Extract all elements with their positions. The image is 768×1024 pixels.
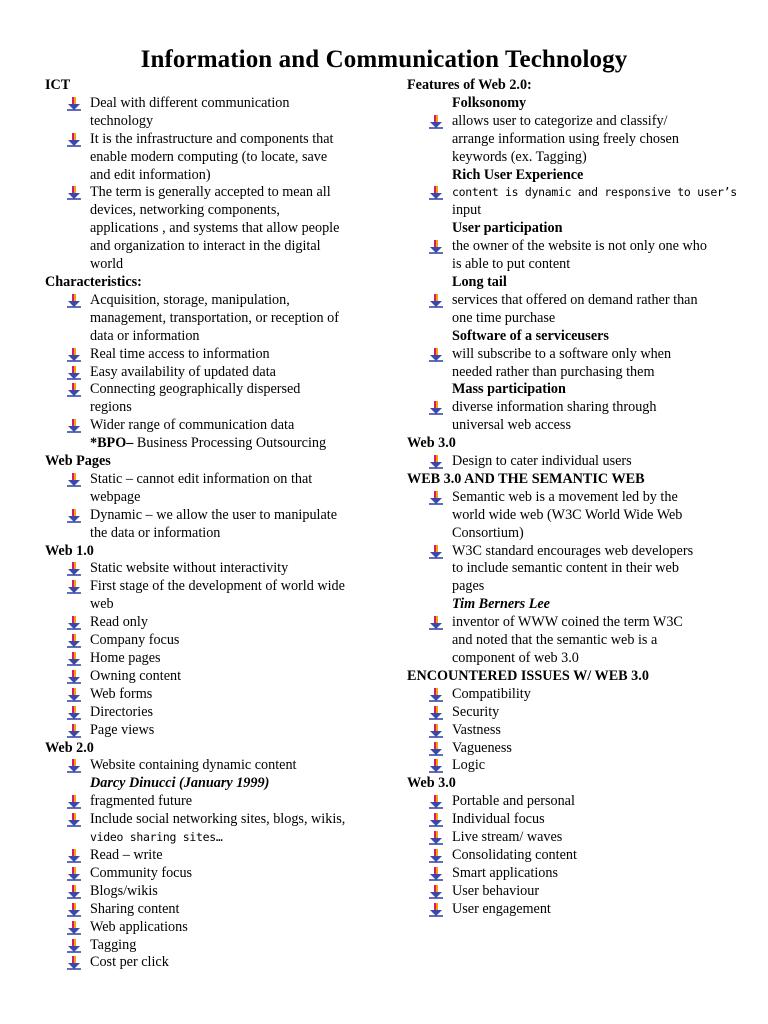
bullet-list: [407, 489, 737, 596]
list-item: [45, 686, 375, 704]
note: [45, 435, 375, 453]
list-item-text: Semantic web is a movement led by the: [452, 488, 678, 505]
list-item-text: technology: [90, 112, 154, 129]
list-item-text: Directories: [90, 703, 154, 720]
arrow-down-bullet-icon: [429, 813, 443, 827]
bullet-list: [407, 399, 737, 435]
list-item: [45, 722, 375, 740]
list-item: [407, 184, 737, 220]
list-item: [407, 722, 737, 740]
list-item-text: world: [90, 256, 124, 273]
list-item-text: devices, networking components,: [90, 202, 280, 219]
list-item: [407, 865, 737, 883]
list-item-text: Design to cater individual users: [452, 453, 632, 470]
feature-name: User participation: [452, 220, 563, 237]
list-item-text: Easy availability of updated data: [90, 363, 276, 380]
bullet-list: [45, 292, 375, 435]
arrow-down-bullet-icon: [67, 419, 81, 433]
bullet-list: [407, 238, 737, 274]
arrow-down-bullet-icon: [67, 186, 81, 200]
list-item-text: Static website without interactivity: [90, 560, 289, 577]
list-item-text: data or information: [90, 327, 200, 344]
section-heading: Characteristics:: [45, 273, 142, 290]
list-item: [45, 954, 375, 972]
list-item: [45, 865, 375, 883]
list-item: [45, 919, 375, 937]
list-item-text: webpage: [90, 488, 141, 505]
list-item-text: Consortium): [452, 524, 524, 541]
feature-text: will subscribe to a software only when: [452, 345, 672, 362]
list-item: [45, 847, 375, 865]
bullet-list: [407, 113, 737, 167]
arrow-down-bullet-icon: [429, 545, 443, 559]
list-item: [45, 704, 375, 722]
arrow-down-bullet-icon: [67, 652, 81, 666]
list-item: [45, 292, 375, 346]
list-item-text: Read – write: [90, 846, 163, 863]
feature-text: arrange information using freely chosen: [452, 130, 679, 147]
list-item-text: and noted that the semantic web is a: [452, 632, 658, 649]
list-item-text: Wider range of communication data: [90, 417, 295, 434]
feature-text: the owner of the website is not only one who: [452, 238, 707, 255]
arrow-down-bullet-icon: [67, 580, 81, 594]
list-item-text: Acquisition, storage, manipulation,: [90, 291, 290, 308]
list-item-text: Vastness: [452, 721, 501, 738]
list-item: [407, 399, 737, 435]
arrow-down-bullet-icon: [429, 742, 443, 756]
section-heading: Web Pages: [45, 453, 111, 470]
arrow-down-bullet-icon: [67, 294, 81, 308]
arrow-down-bullet-icon: [429, 759, 443, 773]
list-item-text: enable modern computing (to locate, save: [90, 148, 328, 165]
arrow-down-bullet-icon: [67, 670, 81, 684]
list-item-text: User engagement: [452, 900, 551, 917]
list-item: [45, 937, 375, 955]
list-item-text: and edit information): [90, 166, 211, 183]
list-item: [407, 614, 737, 668]
list-item: [407, 757, 737, 775]
list-item-text: First stage of the development of world wide: [90, 578, 345, 595]
list-item-text: Read only: [90, 614, 148, 631]
list-item: [407, 292, 737, 328]
arrow-down-bullet-icon: [67, 133, 81, 147]
bullet-list: [45, 560, 375, 739]
list-item-text: video sharing sites…: [90, 830, 223, 845]
feature-text: one time purchase: [452, 309, 556, 326]
feature-text: needed rather than purchasing them: [452, 363, 655, 380]
bullet-list: [407, 184, 737, 220]
list-item: [45, 560, 375, 578]
arrow-down-bullet-icon: [429, 240, 443, 254]
list-item-text: regions: [90, 399, 132, 416]
list-item-text: Dynamic – we allow the user to manipulate: [90, 506, 338, 523]
note-text: Business Processing Outsourcing: [133, 435, 327, 452]
page-title: Information and Communication Technology: [140, 46, 628, 73]
list-item-text: inventor of WWW coined the term W3C: [452, 614, 683, 631]
section-heading: Features of Web 2.0:: [407, 77, 532, 93]
list-item: [45, 95, 375, 131]
arrow-down-bullet-icon: [429, 831, 443, 845]
list-item-text: Vagueness: [452, 739, 512, 756]
list-item-text: Security: [452, 703, 500, 720]
list-item-text: Live stream/ waves: [452, 829, 563, 846]
arrow-down-bullet-icon: [429, 867, 443, 881]
arrow-down-bullet-icon: [429, 885, 443, 899]
list-item-text: Deal with different communication: [90, 94, 290, 111]
arrow-down-bullet-icon: [67, 473, 81, 487]
subheading: Tim Berners Lee: [452, 596, 550, 613]
feature-text: allows user to categorize and classify/: [452, 112, 668, 129]
bullet-list: [407, 292, 737, 328]
list-item: [45, 417, 375, 435]
feature-name: Rich User Experience: [452, 166, 584, 183]
feature-name: Mass participation: [452, 381, 566, 398]
list-item: [45, 184, 375, 274]
arrow-down-bullet-icon: [67, 885, 81, 899]
list-item: [45, 578, 375, 614]
list-item: [45, 793, 375, 811]
list-item: [45, 901, 375, 919]
feature-text: keywords (ex. Tagging): [452, 148, 587, 165]
arrow-down-bullet-icon: [67, 688, 81, 702]
list-item-text: Portable and personal: [452, 793, 575, 810]
list-item-text: management, transportation, or reception of: [90, 309, 339, 326]
bullet-list: [407, 793, 737, 918]
list-item-text: Community focus: [90, 864, 193, 881]
arrow-down-bullet-icon: [67, 956, 81, 970]
list-item-text: to include semantic content in their web: [452, 560, 679, 577]
list-item-text: web: [90, 596, 114, 613]
list-item: [407, 740, 737, 758]
arrow-down-bullet-icon: [67, 509, 81, 523]
list-item-text: Web forms: [90, 685, 153, 702]
feature-name: Software of a serviceusers: [452, 327, 609, 344]
arrow-down-bullet-icon: [67, 867, 81, 881]
arrow-down-bullet-icon: [429, 115, 443, 129]
feature-text: content is dynamic and responsive to user’s: [452, 185, 737, 200]
arrow-down-bullet-icon: [429, 849, 443, 863]
list-item-text: Consolidating content: [452, 846, 577, 863]
arrow-down-bullet-icon: [67, 562, 81, 576]
arrow-down-bullet-icon: [67, 759, 81, 773]
section-heading: ICT: [45, 77, 71, 93]
arrow-down-bullet-icon: [429, 455, 443, 469]
list-item: [45, 632, 375, 650]
subheading: Darcy Dinucci (January 1999): [90, 775, 270, 792]
list-item-text: Cost per click: [90, 954, 169, 971]
arrow-down-bullet-icon: [67, 706, 81, 720]
list-item: [45, 346, 375, 364]
list-item-text: Individual focus: [452, 811, 545, 828]
list-item-text: Tagging: [90, 936, 137, 953]
feature-name: Folksonomy: [452, 94, 527, 111]
list-item: [407, 829, 737, 847]
feature-text: universal web access: [452, 417, 571, 434]
list-item-text: Owning content: [90, 667, 182, 684]
bullet-list: [407, 453, 737, 471]
list-item: [407, 686, 737, 704]
list-item: [45, 364, 375, 382]
list-item-text: Blogs/wikis: [90, 882, 158, 899]
section-heading: Web 2.0: [45, 739, 94, 756]
arrow-down-bullet-icon: [429, 401, 443, 415]
feature-text: diverse information sharing through: [452, 399, 657, 416]
list-item-text: Home pages: [90, 650, 161, 666]
list-item-text: It is the infrastructure and components that: [90, 130, 334, 147]
list-item: [45, 507, 375, 543]
list-item: [45, 811, 375, 847]
feature-name: Long tail: [452, 273, 507, 290]
arrow-down-bullet-icon: [67, 348, 81, 362]
bullet-list: [407, 614, 737, 668]
list-item: [407, 811, 737, 829]
list-item-text: and organization to interact in the digital: [90, 238, 321, 255]
arrow-down-bullet-icon: [67, 903, 81, 917]
bullet-list: [45, 95, 375, 274]
bullet-list: [45, 793, 375, 972]
arrow-down-bullet-icon: [67, 616, 81, 630]
list-item-text: Static – cannot edit information on that: [90, 470, 313, 487]
feature-text: input: [452, 202, 482, 219]
list-item: [45, 668, 375, 686]
list-item: [45, 471, 375, 507]
list-item-text: W3C standard encourages web developers: [452, 542, 694, 559]
list-item: [45, 883, 375, 901]
list-item-text: User behaviour: [452, 882, 540, 899]
arrow-down-bullet-icon: [67, 366, 81, 380]
list-item-text: Web applications: [90, 918, 188, 935]
list-item: [407, 704, 737, 722]
arrow-down-bullet-icon: [67, 849, 81, 863]
arrow-down-bullet-icon: [67, 939, 81, 953]
arrow-down-bullet-icon: [429, 348, 443, 362]
list-item-text: Page views: [90, 721, 155, 738]
list-item-text: Logic: [452, 757, 486, 774]
arrow-down-bullet-icon: [429, 186, 443, 200]
arrow-down-bullet-icon: [67, 724, 81, 738]
arrow-down-bullet-icon: [429, 706, 443, 720]
list-item: [407, 901, 737, 919]
arrow-down-bullet-icon: [67, 921, 81, 935]
list-item-text: Compatibility: [452, 685, 531, 702]
arrow-down-bullet-icon: [67, 634, 81, 648]
arrow-down-bullet-icon: [67, 795, 81, 809]
arrow-down-bullet-icon: [67, 97, 81, 111]
list-item: [45, 614, 375, 632]
feature-text: is able to put content: [452, 256, 571, 273]
list-item-text: Include social networking sites, blogs, wikis,: [90, 811, 346, 828]
list-item-text: pages: [452, 578, 485, 595]
list-item-text: Website containing dynamic content: [90, 757, 297, 774]
section-heading: WEB 3.0 AND THE SEMANTIC WEB: [407, 470, 645, 487]
list-item-text: Sharing content: [90, 900, 180, 917]
arrow-down-bullet-icon: [429, 491, 443, 505]
list-item: [407, 489, 737, 543]
list-item: [407, 793, 737, 811]
arrow-down-bullet-icon: [429, 688, 443, 702]
feature-text: services that offered on demand rather than: [452, 291, 698, 308]
arrow-down-bullet-icon: [67, 383, 81, 397]
list-item-text: applications , and systems that allow people: [90, 220, 340, 237]
list-item: [45, 131, 375, 185]
right-column: [407, 77, 737, 919]
list-item: [407, 453, 737, 471]
list-item-text: Real time access to information: [90, 345, 270, 362]
list-item-text: The term is generally accepted to mean all: [90, 184, 331, 201]
list-item: [407, 847, 737, 865]
arrow-down-bullet-icon: [429, 795, 443, 809]
list-item: [45, 757, 375, 775]
section-heading: ENCOUNTERED ISSUES W/ WEB 3.0: [407, 667, 649, 684]
list-item: [45, 381, 375, 417]
list-item-text: component of web 3.0: [452, 650, 579, 666]
list-item: [407, 543, 737, 597]
section-heading: Web 3.0: [407, 775, 456, 792]
bullet-list: [45, 757, 375, 775]
list-item-text: world wide web (W3C World Wide Web: [452, 506, 683, 523]
list-item: [407, 883, 737, 901]
list-item-text: Connecting geographically dispersed: [90, 381, 301, 398]
list-item-text: the data or information: [90, 524, 221, 541]
list-item: [407, 113, 737, 167]
bullet-list: [45, 471, 375, 543]
section-heading: Web 1.0: [45, 542, 94, 559]
section-heading: Web 3.0: [407, 435, 456, 452]
list-item-text: fragmented future: [90, 793, 193, 810]
arrow-down-bullet-icon: [67, 813, 81, 827]
note-label: *BPO–: [90, 435, 134, 452]
arrow-down-bullet-icon: [429, 903, 443, 917]
arrow-down-bullet-icon: [429, 616, 443, 630]
list-item-text: Company focus: [90, 632, 180, 649]
list-item-text: Smart applications: [452, 864, 558, 881]
left-column: [45, 77, 375, 972]
list-item: [407, 346, 737, 382]
list-item: [407, 238, 737, 274]
bullet-list: [407, 346, 737, 382]
list-item: [45, 650, 375, 668]
arrow-down-bullet-icon: [429, 724, 443, 738]
bullet-list: [407, 686, 737, 776]
arrow-down-bullet-icon: [429, 294, 443, 308]
